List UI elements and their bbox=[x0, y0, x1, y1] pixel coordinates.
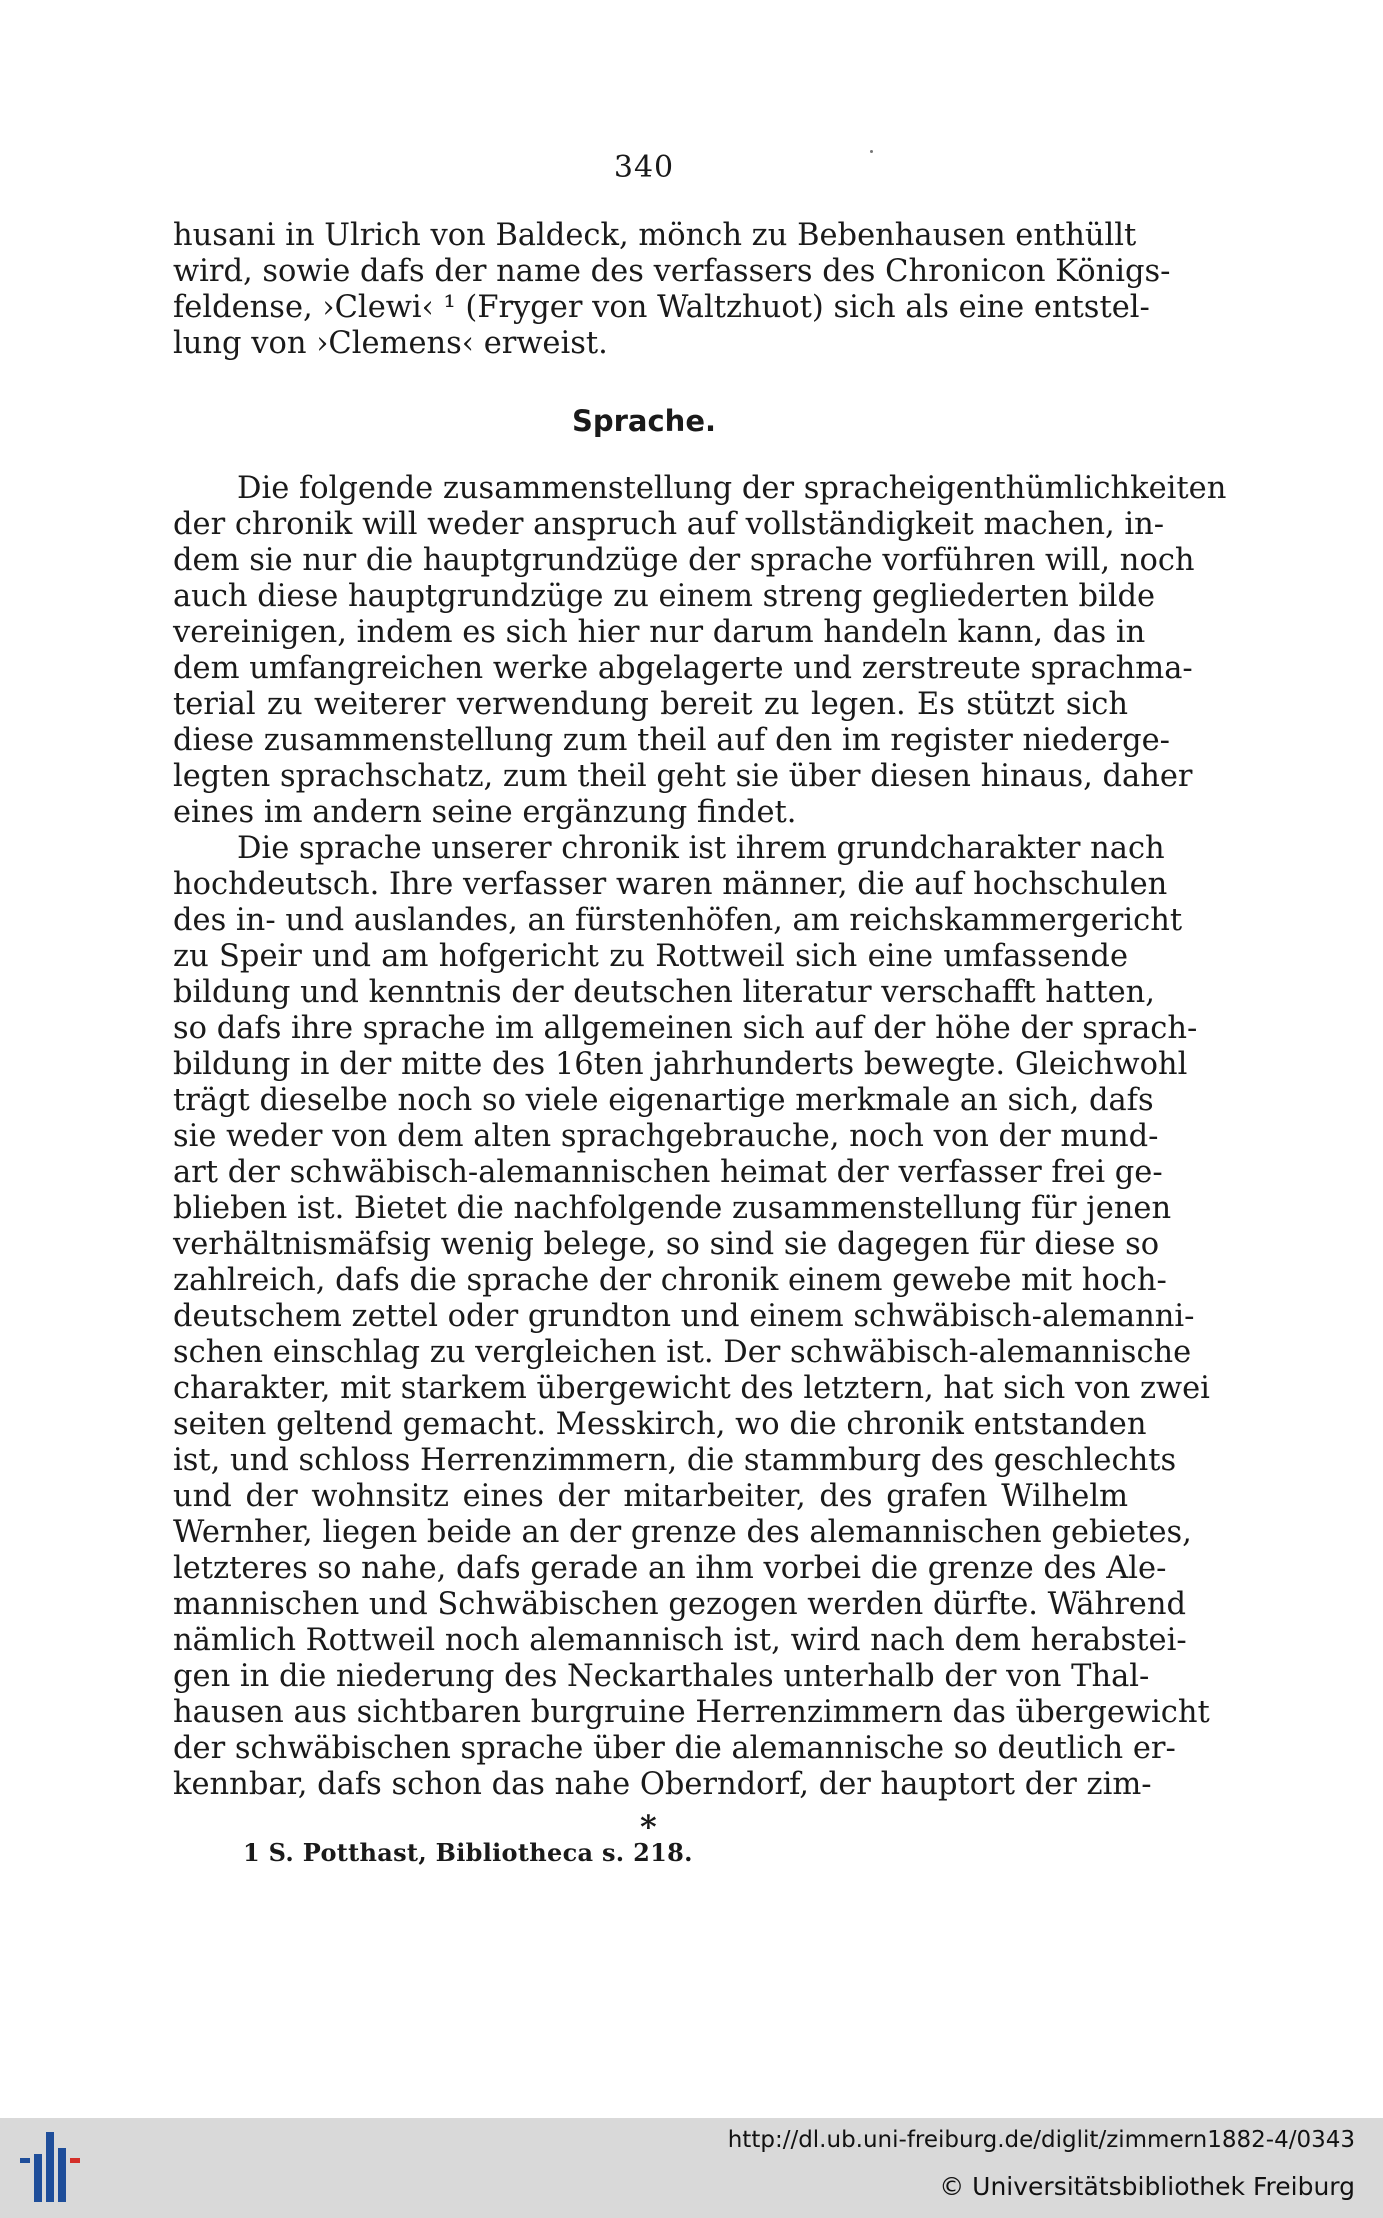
text-line: der schwäbischen sprache über die alemannische so deutlich er- bbox=[173, 1731, 1176, 1766]
text-line: zu Speir und am hofgericht zu Rottweil sich eine umfassende bbox=[173, 939, 1128, 974]
text-line: nämlich Rottweil noch alemannisch ist, wird nach dem herabstei- bbox=[173, 1623, 1187, 1658]
text-line: seiten geltend gemacht. Messkirch, wo die chronik entstanden bbox=[173, 1407, 1147, 1442]
scan-speck bbox=[870, 150, 873, 153]
footer-copyright: © Universitätsbibliothek Freiburg bbox=[939, 2172, 1355, 2201]
footer-url-link[interactable]: http://dl.ub.uni-freiburg.de/diglit/zimmern1882-4/0343 bbox=[727, 2127, 1355, 2153]
logo-right-column bbox=[58, 2148, 66, 2202]
text-line: husani in Ulrich von Baldeck, mönch zu Bebenhausen enthüllt bbox=[173, 218, 1137, 253]
paragraph-2 bbox=[173, 831, 1210, 1803]
page-number: 340 bbox=[613, 150, 675, 185]
text-line: letzteres so nahe, dafs gerade an ihm vorbei die grenze des Ale- bbox=[173, 1551, 1167, 1586]
ub-freiburg-logo-icon[interactable] bbox=[14, 2128, 84, 2208]
text-line: terial zu weiterer verwendung bereit zu legen. Es stützt sich bbox=[173, 687, 1128, 722]
text-line: kennbar, dafs schon das nahe Oberndorf, der hauptort der zim- bbox=[173, 1767, 1152, 1802]
section-heading: Sprache. bbox=[571, 404, 717, 438]
text-line: diese zusammenstellung zum theil auf den im register niederge- bbox=[173, 723, 1170, 758]
text-line: trägt dieselbe noch so viele eigenartige merkmale an sich, dafs bbox=[173, 1083, 1154, 1118]
text-line: eines im andern seine ergänzung findet. bbox=[173, 795, 797, 830]
text-line: der chronik will weder anspruch auf vollständigkeit machen, in- bbox=[173, 507, 1165, 542]
logo-center-column bbox=[46, 2132, 54, 2202]
text-line: hausen aus sichtbaren burgruine Herrenzimmern das übergewicht bbox=[173, 1695, 1210, 1730]
text-line: ist, und schloss Herrenzimmern, die stammburg des geschlechts bbox=[173, 1443, 1177, 1478]
text-line: verhältnismäfsig wenig belege, so sind sie dagegen für diese so bbox=[173, 1227, 1160, 1262]
text-line: schen einschlag zu vergleichen ist. Der schwäbisch-alemannische bbox=[173, 1335, 1192, 1370]
text-line: bildung und kenntnis der deutschen literatur verschafft hatten, bbox=[173, 975, 1156, 1010]
text-line: gen in die niederung des Neckarthales unterhalb der von Thal- bbox=[173, 1659, 1150, 1694]
footnote-mark: * bbox=[640, 1808, 657, 1846]
logo-right-bar bbox=[70, 2158, 80, 2163]
text-line: dem umfangreichen werke abgelagerte und zerstreute sprachma- bbox=[173, 651, 1193, 686]
footnote: 1 S. Potthast, Bibliotheca s. 218. bbox=[243, 1838, 693, 1867]
text-line: lung von ›Clemens‹ erweist. bbox=[173, 326, 608, 361]
text-line: art der schwäbisch-alemannischen heimat der verfasser frei ge- bbox=[173, 1155, 1163, 1190]
text-line: legten sprachschatz, zum theil geht sie über diesen hinaus, daher bbox=[173, 759, 1193, 794]
intro-paragraph bbox=[173, 218, 1171, 362]
text-line: vereinigen, indem es sich hier nur darum handeln kann, das in bbox=[173, 615, 1146, 650]
text-line: blieben ist. Bietet die nachfolgende zusammenstellung für jenen bbox=[173, 1191, 1172, 1226]
logo-left-column bbox=[34, 2154, 42, 2202]
logo-left-bar bbox=[20, 2158, 30, 2163]
paragraph-1 bbox=[173, 471, 1227, 831]
text-line: deutschem zettel oder grundton und einem schwäbisch-alemanni- bbox=[173, 1299, 1195, 1334]
text-line: sie weder von dem alten sprachgebrauche, noch von der mund- bbox=[173, 1119, 1159, 1154]
text-line: wird, sowie dafs der name des verfassers des Chronicon Königs- bbox=[173, 254, 1171, 289]
text-line: Die sprache unserer chronik ist ihrem grundcharakter nach bbox=[237, 831, 1165, 866]
text-line: so dafs ihre sprache im allgemeinen sich auf der höhe der sprach- bbox=[173, 1011, 1198, 1046]
text-line: und der wohnsitz eines der mitarbeiter, des grafen Wilhelm bbox=[173, 1479, 1128, 1514]
text-line: charakter, mit starkem übergewicht des letztern, hat sich von zwei bbox=[173, 1371, 1210, 1406]
text-line: mannischen und Schwäbischen gezogen werden dürfte. Während bbox=[173, 1587, 1186, 1622]
text-line: feldense, ›Clewi‹ ¹ (Fryger von Waltzhuot) sich als eine entstel- bbox=[173, 290, 1150, 325]
text-line: des in- und auslandes, an fürstenhöfen, am reichskammergericht bbox=[173, 903, 1183, 938]
text-line: dem sie nur die hauptgrundzüge der sprache vorführen will, noch bbox=[173, 543, 1195, 578]
text-line: Wernher, liegen beide an der grenze des alemannischen gebietes, bbox=[173, 1515, 1192, 1550]
text-line: zahlreich, dafs die sprache der chronik einem gewebe mit hoch- bbox=[173, 1263, 1167, 1298]
text-line: hochdeutsch. Ihre verfasser waren männer, die auf hochschulen bbox=[173, 867, 1168, 902]
text-line: bildung in der mitte des 16ten jahrhunderts bewegte. Gleichwohl bbox=[173, 1047, 1188, 1082]
text-line: auch diese hauptgrundzüge zu einem streng gegliederten bilde bbox=[173, 579, 1156, 614]
text-line: Die folgende zusammenstellung der spracheigenthümlichkeiten bbox=[237, 471, 1227, 506]
